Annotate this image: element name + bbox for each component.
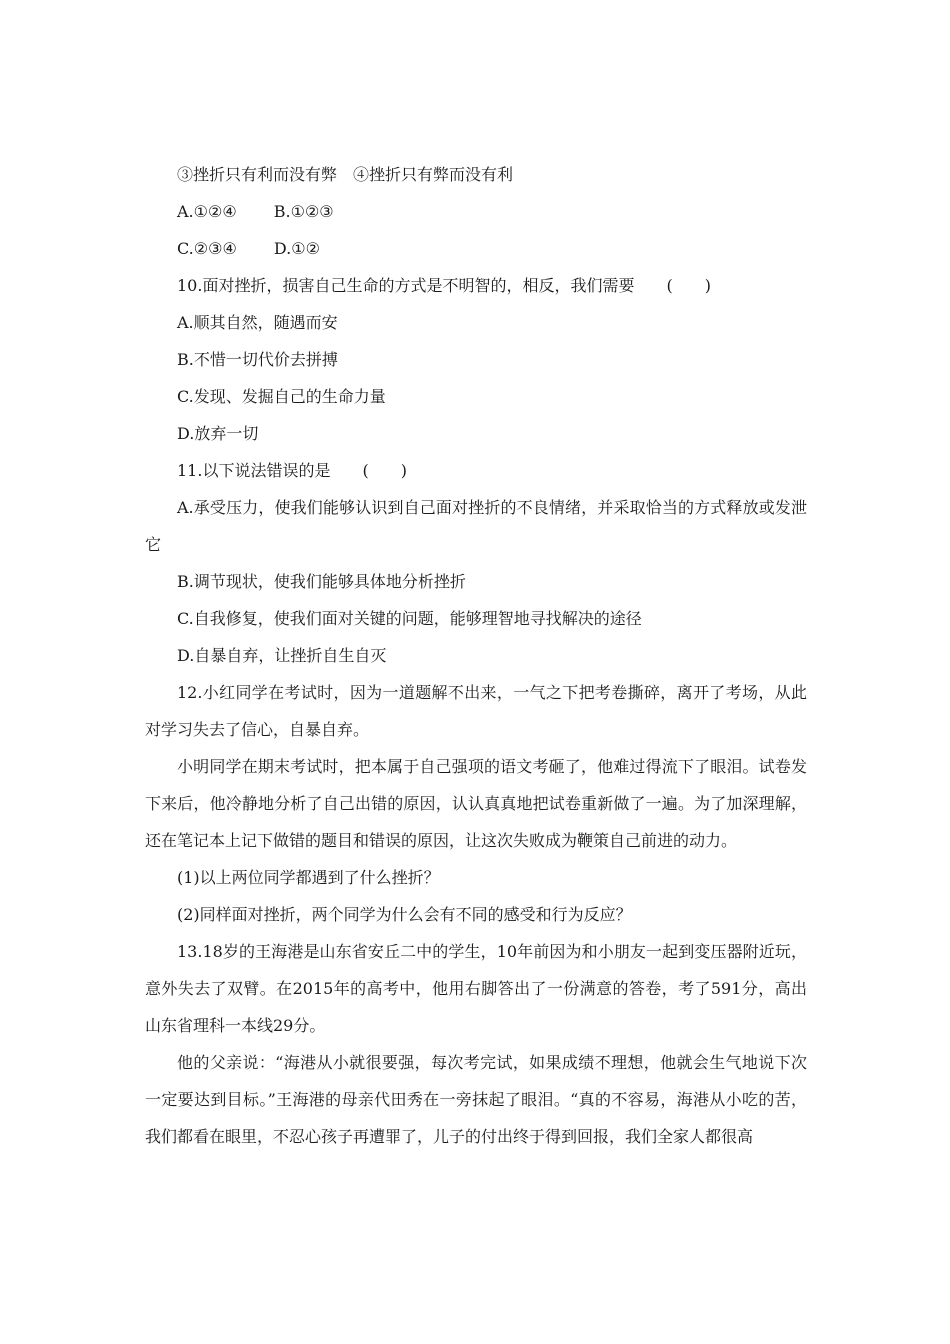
q11-option-b: B.调节现状，使我们能够具体地分析挫折 [177,572,466,591]
q12-sub-question-1: (1)以上两位同学都遇到了什么挫折？ [177,868,440,887]
q12-sub-question-2: (2)同样面对挫折，两个同学为什么会有不同的感受和行为反应？ [177,905,632,924]
q10-option-a: A.顺其自然，随遇而安 [177,313,338,332]
document-body [145,156,807,1155]
q10-option-c: C.发现、发掘自己的生命力量 [177,387,386,406]
q9-choice-ab: A.①②④ B.①②③ [177,202,334,221]
q11-option-c: C.自我修复，使我们面对关键的问题，能够理智地寻找解决的途径 [177,609,642,628]
q11-option-d: D.自暴自弃，让挫折自生自灭 [177,646,387,665]
q9-options-continued: ③挫折只有利而没有弊 ④挫折只有弊而没有利 [177,165,514,184]
q11-option-a: A.承受压力，使我们能够认识到自己面对挫折的不良情绪，并采取恰当的方式释放或发泄它 [145,498,807,554]
q10-stem: 10.面对挫折，损害自己生命的方式是不明智的，相反，我们需要 ( ) [177,276,711,295]
q12-paragraph-1: 12.小红同学在考试时，因为一道题解不出来，一气之下把考卷撕碎，离开了考场，从此对学习失去了信心，自暴自弃。 [145,683,807,739]
q12-paragraph-2: 小明同学在期末考试时，把本属于自己强项的语文考砸了，他难过得流下了眼泪。试卷发下来后，他冷静地分析了自己出错的原因，认认真真地把试卷重新做了一遍。为了加深理解，还在笔记本上记下做错的题目和错误的原因，让这次失败成为鞭策自己前进的动力。 [145,757,807,850]
q10-option-d: D.放弃一切 [177,424,259,443]
q13-paragraph-1: 13.18岁的王海港是山东省安丘二中的学生，10年前因为和小朋友一起到变压器附近玩，意外失去了双臂。在2015年的高考中，他用右脚答出了一份满意的答卷，考了591分，高出山东省理科一本线29分。 [145,942,807,1035]
q13-paragraph-2: 他的父亲说：“海港从小就很要强，每次考完试，如果成绩不理想，他就会生气地说下次一定要达到目标。”王海港的母亲代田秀在一旁抹起了眼泪。“真的不容易，海港从小吃的苦，我们都看在眼里，不忍心孩子再遭罪了，儿子的付出终于得到回报，我们全家人都很高 [145,1053,807,1146]
q10-option-b: B.不惜一切代价去拼搏 [177,350,338,369]
q9-choice-cd: C.②③④ D.①② [177,239,320,258]
q11-stem: 11.以下说法错误的是 ( ) [177,461,407,480]
